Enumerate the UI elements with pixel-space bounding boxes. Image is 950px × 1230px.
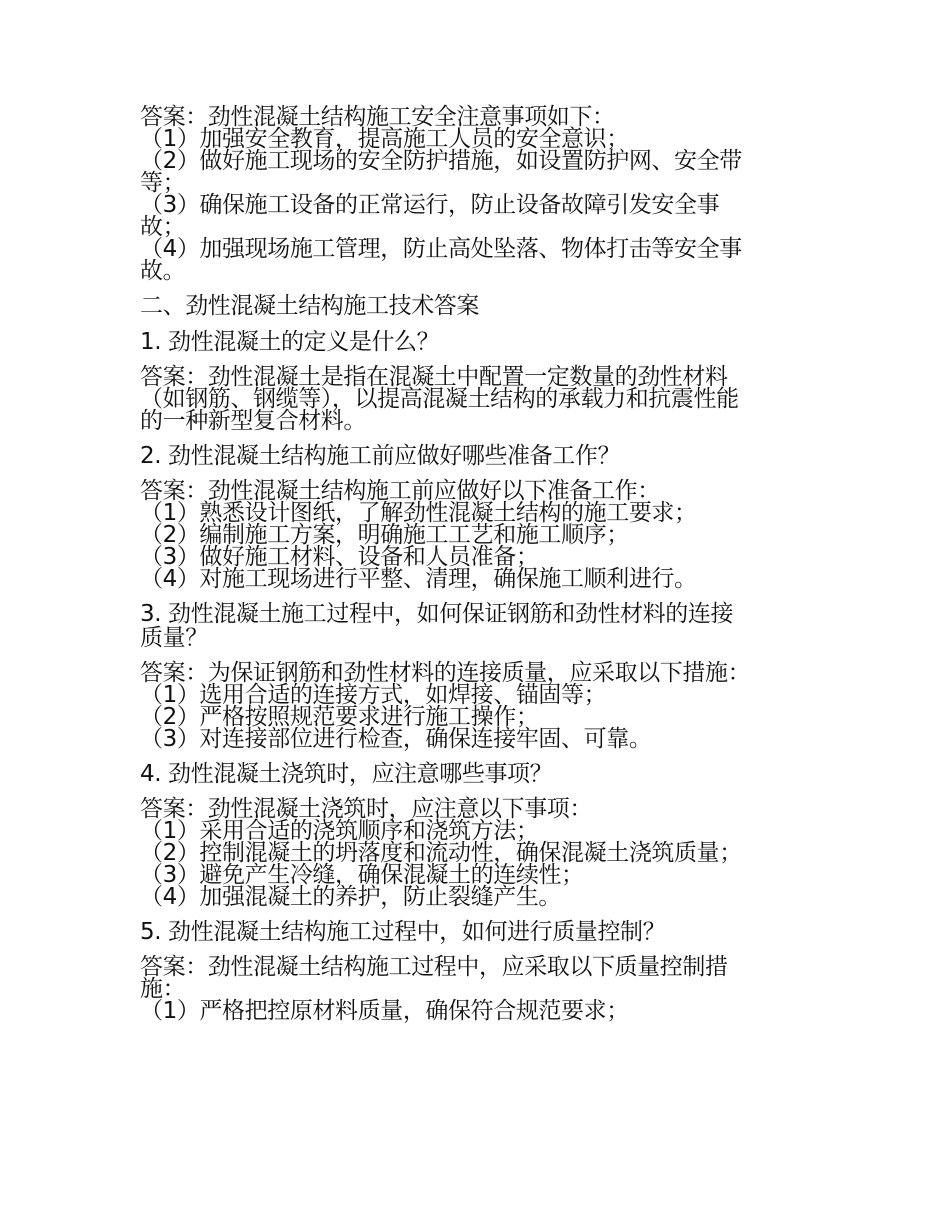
text-line: （4）加强混凝土的养护，防止裂缝产生。 xyxy=(140,884,562,910)
text-line: （2）编制施工方案，明确施工工艺和施工顺序； xyxy=(140,522,629,548)
answer-block xyxy=(140,798,820,908)
text-line: （4）对施工现场进行平整、清理，确保施工顺利进行。 xyxy=(140,566,697,592)
question-heading xyxy=(140,920,820,944)
text-line: 2. 劲性混凝土结构施工前应做好哪些准备工作？ xyxy=(140,443,621,469)
text-line: （1）选用合适的连接方式，如焊接、锚固等； xyxy=(140,682,607,708)
text-line: （1）加强安全教育，提高施工人员的安全意识； xyxy=(140,126,629,152)
text-line: 1. 劲性混凝土的定义是什么？ xyxy=(140,329,440,355)
text-line: 4. 劲性混凝土浇筑时，应注意哪些事项？ xyxy=(140,761,553,787)
question-heading xyxy=(140,444,820,468)
question-heading xyxy=(140,602,820,650)
text-line: 答案：劲性混凝土结构施工安全注意事项如下： xyxy=(140,104,615,130)
text-line: 答案：劲性混凝土结构施工前应做好以下准备工作： xyxy=(140,478,660,504)
section-heading xyxy=(140,294,820,318)
text-line: （如钢筋、钢缆等），以提高混凝土结构的承载力和抗震性能 xyxy=(140,386,739,412)
text-line: 二、劲性混凝土结构施工技术答案 xyxy=(140,293,480,319)
answer-block xyxy=(140,106,820,282)
text-line: （3）避免产生冷缝，确保混凝土的连续性； xyxy=(140,862,584,888)
text-line: （3）确保施工设备的正常运行，防止设备故障引发安全事 xyxy=(140,192,720,218)
text-line: （2）做好施工现场的安全防护措施，如设置防护网、安全带 xyxy=(140,148,742,174)
text-line: （4）加强现场施工管理，防止高处坠落、物体打击等安全事 xyxy=(140,236,742,262)
text-line: 质量？ xyxy=(140,625,208,651)
text-line: 5. 劲性混凝土结构施工过程中，如何进行质量控制？ xyxy=(140,919,666,945)
text-line: 答案：劲性混凝土是指在混凝土中配置一定数量的劲性材料 xyxy=(140,364,728,390)
text-line: 答案：劲性混凝土结构施工过程中，应采取以下质量控制措 xyxy=(140,954,728,980)
text-line: 等； xyxy=(140,170,186,196)
text-line: 故； xyxy=(140,214,186,240)
text-line: 答案：劲性混凝土浇筑时，应注意以下事项： xyxy=(140,796,593,822)
answer-block xyxy=(140,480,820,590)
text-line: （3）做好施工材料、设备和人员准备； xyxy=(140,544,539,570)
text-line: （1）严格把控原材料质量，确保符合规范要求； xyxy=(140,998,629,1024)
answer-block xyxy=(140,366,820,432)
text-line: （1）熟悉设计图纸，了解劲性混凝土结构的施工要求； xyxy=(140,500,697,526)
text-line: 施： xyxy=(140,976,186,1002)
text-line: 答案：为保证钢筋和劲性材料的连接质量，应采取以下措施： xyxy=(140,660,751,686)
text-line: 的一种新型复合材料。 xyxy=(140,408,367,434)
question-heading xyxy=(140,762,820,786)
document-body xyxy=(140,106,820,1034)
answer-block xyxy=(140,956,820,1022)
text-line: （2）控制混凝土的坍落度和流动性，确保混凝土浇筑质量； xyxy=(140,840,742,866)
text-line: 故。 xyxy=(140,258,186,284)
text-line: （1）采用合适的浇筑顺序和浇筑方法； xyxy=(140,818,539,844)
text-line: （3）对连接部位进行检查，确保连接牢固、可靠。 xyxy=(140,726,652,752)
text-line: 3. 劲性混凝土施工过程中，如何保证钢筋和劲性材料的连接 xyxy=(140,601,734,627)
text-line: （2）严格按照规范要求进行施工操作； xyxy=(140,704,539,730)
answer-block xyxy=(140,662,820,750)
question-heading xyxy=(140,330,820,354)
